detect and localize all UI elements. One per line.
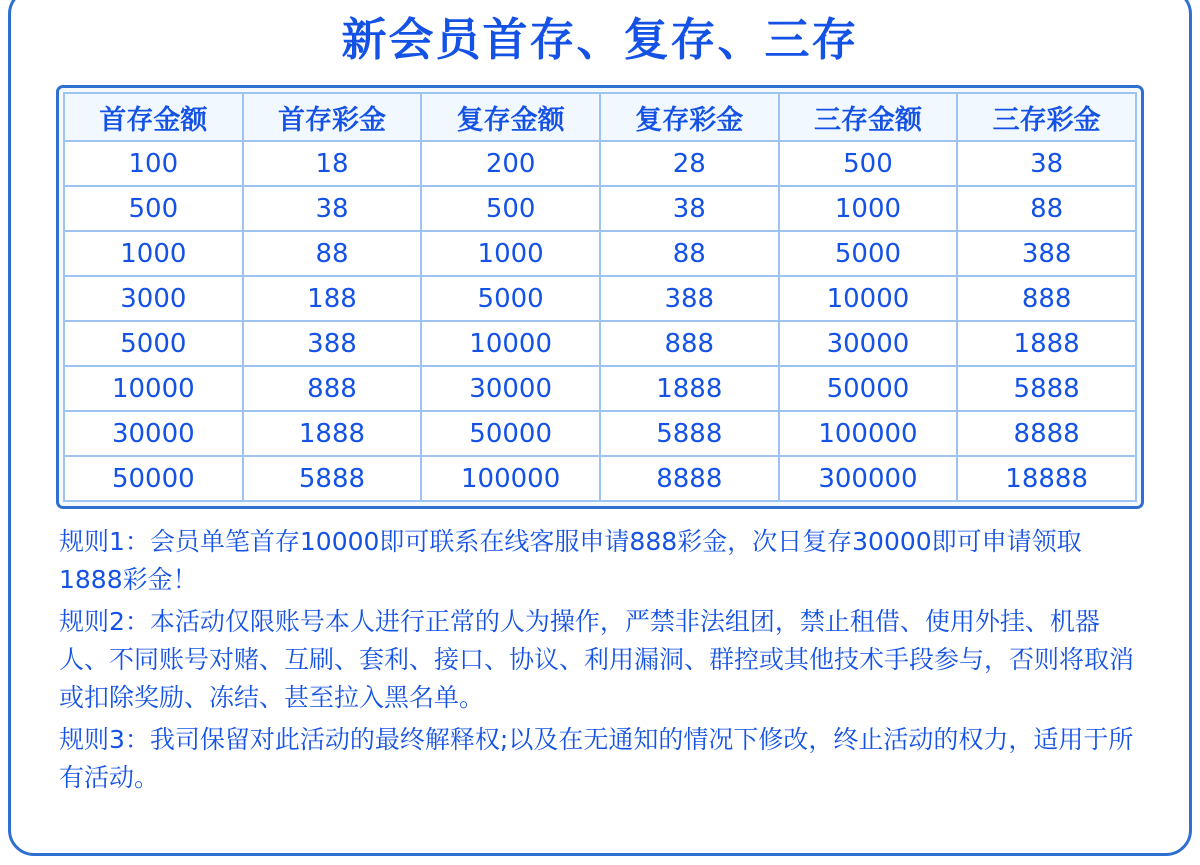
- table-row: [64, 456, 1136, 501]
- rule-item-1: 规则1：会员单笔首存10000即可联系在线客服申请888彩金，次日复存30000即可申请领取1888彩金！: [59, 527, 1082, 594]
- cell: 1888: [957, 321, 1136, 366]
- cell: 50000: [779, 366, 958, 411]
- cell: 28: [600, 141, 779, 186]
- cell: 30000: [421, 366, 600, 411]
- cell: 5888: [957, 366, 1136, 411]
- rule-item-3: 规则3：我司保留对此活动的最终解释权;以及在无通知的情况下修改，终止活动的权力，适用于所有活动。: [59, 725, 1134, 792]
- promotion-card: [8, 0, 1192, 856]
- cell: 5888: [243, 456, 422, 501]
- cell: 388: [957, 231, 1136, 276]
- cell: 1888: [243, 411, 422, 456]
- cell: 888: [600, 321, 779, 366]
- cell: 30000: [64, 411, 243, 456]
- column-header-second-deposit-bonus: 复存彩金: [600, 93, 779, 141]
- column-header-first-deposit-amount: 首存金额: [64, 93, 243, 141]
- cell: 388: [243, 321, 422, 366]
- page-title: 新会员首存、复存、三存: [341, 13, 859, 66]
- cell: 888: [243, 366, 422, 411]
- column-header-third-deposit-bonus: 三存彩金: [957, 93, 1136, 141]
- cell: 8888: [957, 411, 1136, 456]
- cell: 10000: [421, 321, 600, 366]
- cell: 18888: [957, 456, 1136, 501]
- cell: 8888: [600, 456, 779, 501]
- cell: 500: [64, 186, 243, 231]
- table-header-row: [64, 93, 1136, 141]
- cell: 888: [957, 276, 1136, 321]
- cell: 500: [779, 141, 958, 186]
- bonus-table-container: [56, 85, 1144, 509]
- cell: 300000: [779, 456, 958, 501]
- column-header-first-deposit-bonus: 首存彩金: [243, 93, 422, 141]
- cell: 10000: [64, 366, 243, 411]
- table-row: [64, 276, 1136, 321]
- cell: 1000: [64, 231, 243, 276]
- table-row: [64, 231, 1136, 276]
- cell: 188: [243, 276, 422, 321]
- table-row: [64, 141, 1136, 186]
- table-row: [64, 366, 1136, 411]
- cell: 38: [957, 141, 1136, 186]
- cell: 1888: [600, 366, 779, 411]
- cell: 30000: [779, 321, 958, 366]
- cell: 100: [64, 141, 243, 186]
- cell: 38: [600, 186, 779, 231]
- cell: 88: [243, 231, 422, 276]
- cell: 18: [243, 141, 422, 186]
- cell: 50000: [421, 411, 600, 456]
- rule-item-2: 规则2：本活动仅限账号本人进行正常的人为操作，严禁非法组团，禁止租借、使用外挂、机器人、不同账号对赌、互刷、套利、接口、协议、利用漏洞、群控或其他技术手段参与，否则将取消或扣除奖励、冻结、甚至拉入黑名单。: [59, 607, 1135, 712]
- cell: 88: [957, 186, 1136, 231]
- cell: 5000: [64, 321, 243, 366]
- table-row: [64, 321, 1136, 366]
- cell: 200: [421, 141, 600, 186]
- cell: 1000: [779, 186, 958, 231]
- cell: 88: [600, 231, 779, 276]
- deposit-bonus-table: [63, 92, 1137, 502]
- cell: 5000: [421, 276, 600, 321]
- cell: 3000: [64, 276, 243, 321]
- cell: 10000: [779, 276, 958, 321]
- cell: 5000: [779, 231, 958, 276]
- cell: 38: [243, 186, 422, 231]
- cell: 1000: [421, 231, 600, 276]
- cell: 500: [421, 186, 600, 231]
- cell: 5888: [600, 411, 779, 456]
- table-row: [64, 411, 1136, 456]
- cell: 388: [600, 276, 779, 321]
- column-header-third-deposit-amount: 三存金额: [779, 93, 958, 141]
- cell: 50000: [64, 456, 243, 501]
- cell: 100000: [779, 411, 958, 456]
- cell: 100000: [421, 456, 600, 501]
- rules-section: [59, 523, 1141, 797]
- column-header-second-deposit-amount: 复存金额: [421, 93, 600, 141]
- table-row: [64, 186, 1136, 231]
